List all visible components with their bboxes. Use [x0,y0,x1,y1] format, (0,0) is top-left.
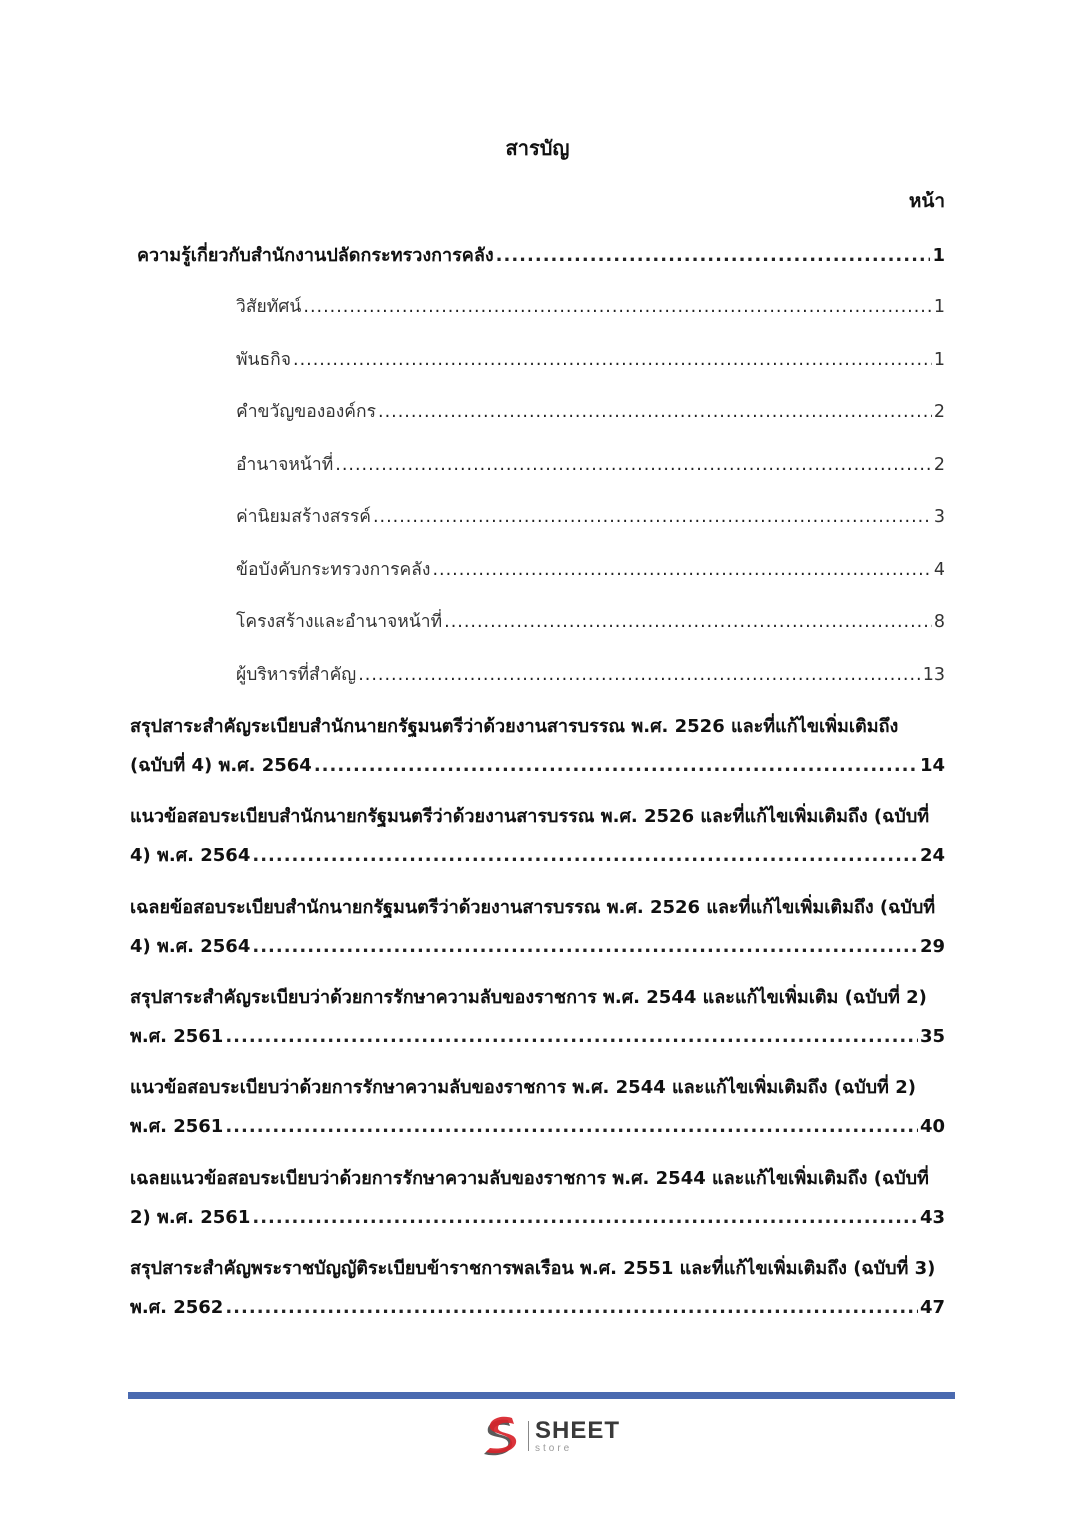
toc-entry-page: 14 [919,755,945,776]
toc-entry-line2 [130,750,945,779]
toc-entry-label-line1: สรุปสาระสำคัญพระราชบัญญัติระเบียบข้าราชการพลเรือน พ.ศ. 2551 และที่แก้ไขเพิ่มเติมถึง (ฉบับที่ 3) [130,1258,936,1279]
toc-subsection [236,292,945,320]
leader-dots [293,350,932,370]
toc-entry-label: โครงสร้างและอำนาจหน้าที่ [236,612,443,632]
leader-dots [444,612,932,632]
toc-entry-label-line2: 4) พ.ศ. 2564 [130,845,251,866]
toc-entry-line2 [130,1292,945,1321]
toc-entry-label: คำขวัญขององค์กร [236,402,377,422]
sheet-store-s-icon [478,1414,522,1458]
toc-entry-label-line1: แนวข้อสอบระเบียบสำนักนายกรัฐมนตรีว่าด้วยงานสารบรรณ พ.ศ. 2526 และที่แก้ไขเพิ่มเติมถึง (ฉบับที่ [130,806,930,827]
toc-entry-label-line1: สรุปสาระสำคัญระเบียบสำนักนายกรัฐมนตรีว่าด้วยงานสารบรรณ พ.ศ. 2526 และที่แก้ไขเพิ่มเติมถึง [130,716,899,737]
leader-dots [358,665,921,685]
toc-entry-label-line2: 2) พ.ศ. 2561 [130,1207,251,1228]
toc-subsection [236,450,945,478]
toc-subsection [236,607,945,635]
toc-entry-line2 [130,1021,945,1050]
toc-entry-line2 [130,1111,945,1140]
leader-dots [378,402,932,422]
toc-entry-page: 1 [932,245,945,266]
leader-dots [252,1207,918,1228]
toc-subsection [236,345,945,373]
toc-entry-line2 [130,931,945,960]
toc-entry-label: ผู้บริหารที่สำคัญ [236,665,357,685]
toc-entry-page: 29 [919,936,945,957]
logo-wordmark [535,1416,621,1454]
logo-main-text: SHEET [535,1416,621,1444]
toc-subsection [236,555,945,583]
toc-entry-label: พันธกิจ [236,350,292,370]
toc-entry-label: อำนาจหน้าที่ [236,455,334,475]
toc-entry-label: ข้อบังคับกระทรวงการคลัง [236,560,431,580]
leader-dots [335,455,932,475]
leader-dots [252,936,918,957]
toc-entry-page: 2 [933,402,945,422]
toc-entry-label-line2: พ.ศ. 2562 [130,1297,224,1318]
toc-entry-page: 35 [919,1026,945,1047]
toc-main-section [137,240,945,269]
toc-entry-line2 [130,1202,945,1231]
toc-entry-page: 1 [933,297,945,317]
toc-entry-label-line1: สรุปสาระสำคัญระเบียบว่าด้วยการรักษาความลับของราชการ พ.ศ. 2544 และแก้ไขเพิ่มเติม (ฉบับที่ 2) [130,987,927,1008]
page-column-header: หน้า [908,190,945,212]
toc-entry-label: วิสัยทัศน์ [236,297,302,317]
toc-entry-page: 13 [922,665,945,685]
toc-entry-page: 4 [933,560,945,580]
toc-entry-label-line2: พ.ศ. 2561 [130,1116,224,1137]
toc-title: สารบัญ [505,136,570,160]
leader-dots [496,245,931,266]
toc-entry-label-line1: เฉลยข้อสอบระเบียบสำนักนายกรัฐมนตรีว่าด้วยงานสารบรรณ พ.ศ. 2526 และที่แก้ไขเพิ่มเติมถึง (ฉบับที่ [130,897,936,918]
toc-entry-page: 3 [933,507,945,527]
toc-entry-page: 1 [933,350,945,370]
leader-dots [225,1297,918,1318]
toc-entry-line2 [130,840,945,869]
toc-entry-page: 8 [933,612,945,632]
leader-dots [303,297,931,317]
logo-separator [528,1421,529,1451]
toc-entry-label-line2: (ฉบับที่ 4) พ.ศ. 2564 [130,755,312,776]
toc-entry-label-line2: 4) พ.ศ. 2564 [130,936,251,957]
toc-entry-label-line2: พ.ศ. 2561 [130,1026,224,1047]
toc-entry-page: 43 [919,1207,945,1228]
leader-dots [252,845,918,866]
toc-entry-page: 40 [919,1116,945,1137]
toc-entry-label-line1: เฉลยแนวข้อสอบระเบียบว่าด้วยการรักษาความลับของราชการ พ.ศ. 2544 และแก้ไขเพิ่มเติมถึง (ฉบับที่ [130,1168,929,1189]
footer-divider-bar [128,1392,955,1399]
toc-entry-label: ความรู้เกี่ยวกับสำนักงานปลัดกระทรวงการคลัง [137,245,494,266]
toc-subsection [236,660,945,688]
toc-subsection [236,502,945,530]
leader-dots [314,755,918,776]
toc-entry-label-line1: แนวข้อสอบระเบียบว่าด้วยการรักษาความลับของราชการ พ.ศ. 2544 และแก้ไขเพิ่มเติมถึง (ฉบับที่ 2) [130,1077,916,1098]
sheet-store-logo [478,1414,628,1458]
leader-dots [225,1116,918,1137]
logo-sub-text: store [535,1442,573,1454]
leader-dots [225,1026,918,1047]
toc-entry-label: ค่านิยมสร้างสรรค์ [236,507,371,527]
toc-subsection [236,397,945,425]
toc-entry-page: 47 [919,1297,945,1318]
toc-entry-page: 24 [919,845,945,866]
toc-entry-page: 2 [933,455,945,475]
leader-dots [373,507,932,527]
leader-dots [432,560,931,580]
